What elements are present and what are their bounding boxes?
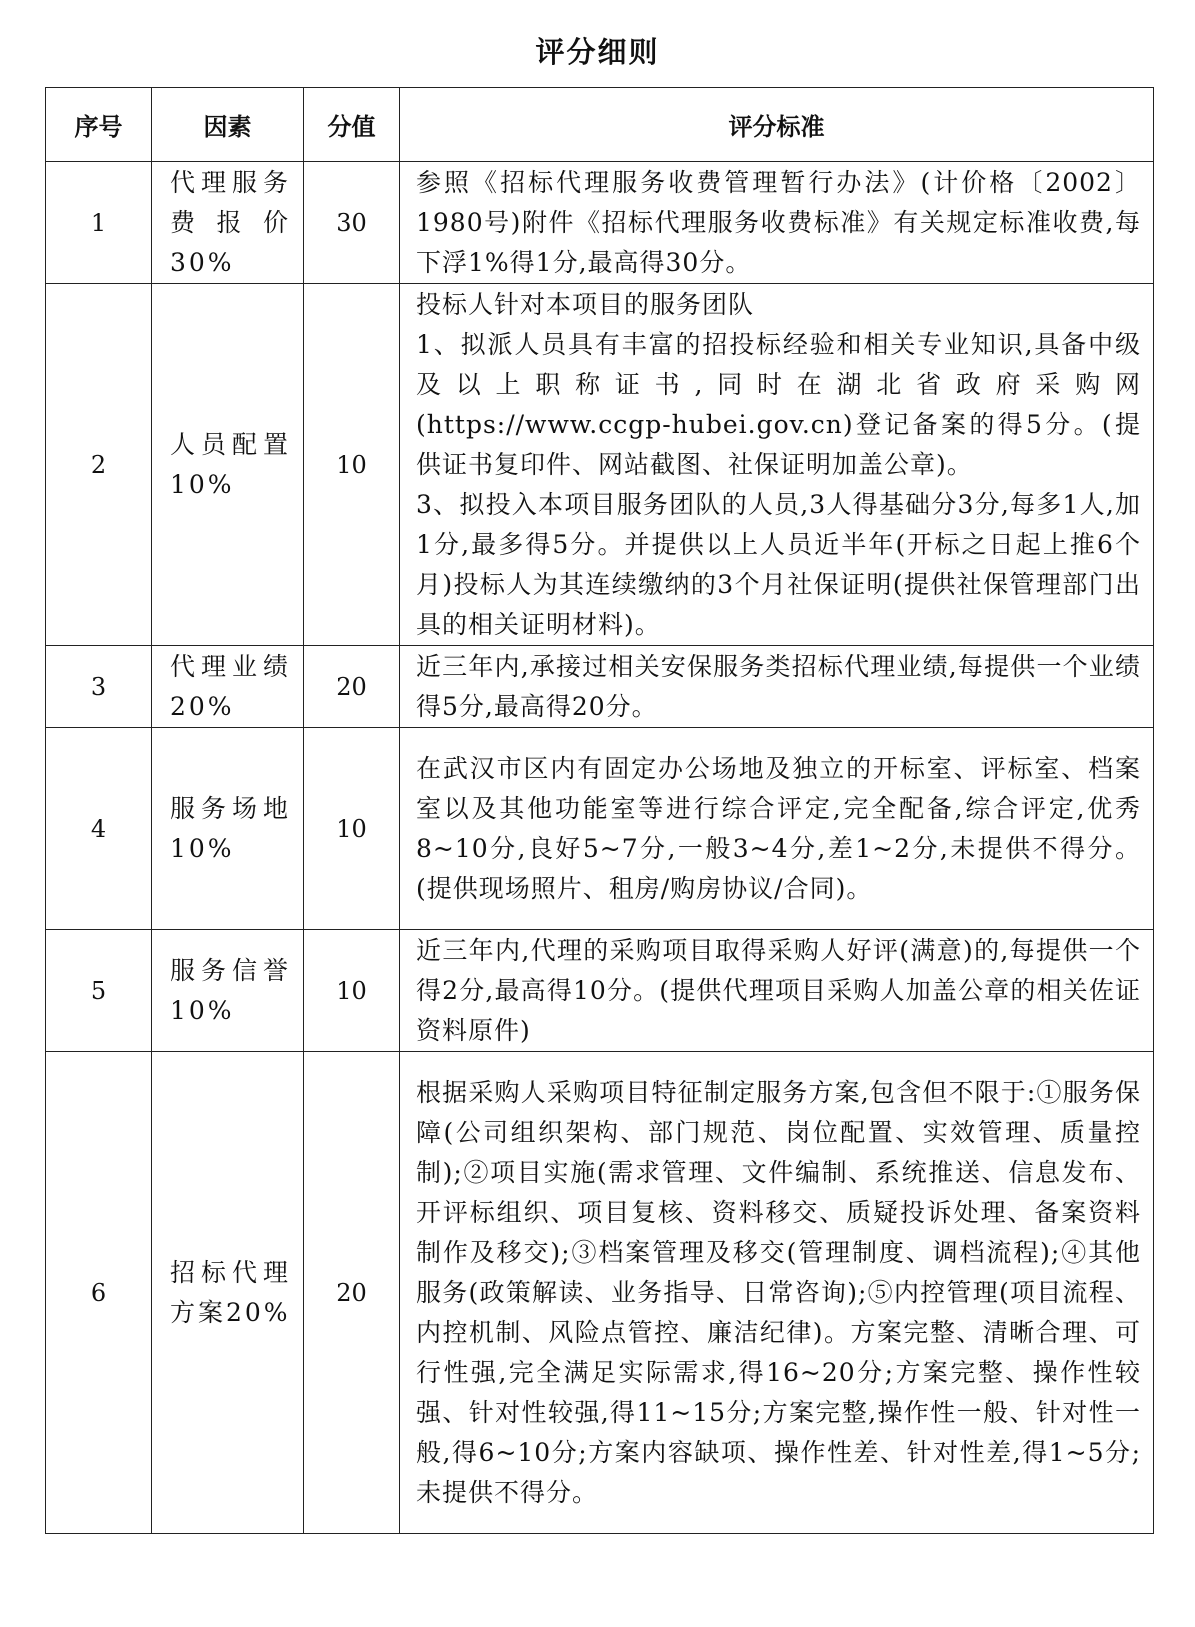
row-index: 6 <box>46 1052 152 1534</box>
header-factor: 因素 <box>152 88 304 162</box>
row-criteria <box>400 284 1154 646</box>
row-factor: 代理服务费报价30% <box>152 162 304 284</box>
table-row <box>46 1052 1154 1534</box>
row-index: 3 <box>46 646 152 728</box>
criteria-paragraph: 3、拟投入本项目服务团队的人员,3人得基础分3分,每多1人,加1分,最多得5分。并提供以上人员近半年(开标之日起上推6个月)投标人为其连续缴纳的3个月社保证明(提供社保管理部门出具的相关证明材料)。 <box>416 489 1141 639</box>
table-row <box>46 930 1154 1052</box>
table-row <box>46 728 1154 930</box>
row-factor: 服务场地10% <box>152 728 304 930</box>
criteria-paragraph: 近三年内,承接过相关安保服务类招标代理业绩,每提供一个业绩得5分,最高得20分。 <box>416 651 1141 721</box>
table-header-row <box>46 88 1154 162</box>
row-factor: 招标代理方案20% <box>152 1052 304 1534</box>
row-criteria <box>400 162 1154 284</box>
criteria-paragraph: 投标人针对本项目的服务团队 <box>416 289 755 319</box>
row-criteria <box>400 1052 1154 1534</box>
table-row <box>46 284 1154 646</box>
row-factor: 服务信誉10% <box>152 930 304 1052</box>
row-score: 10 <box>304 728 400 930</box>
header-index: 序号 <box>46 88 152 162</box>
row-score: 20 <box>304 1052 400 1534</box>
row-score: 10 <box>304 930 400 1052</box>
row-index: 4 <box>46 728 152 930</box>
criteria-paragraph: 近三年内,代理的采购项目取得采购人好评(满意)的,每提供一个得2分,最高得10分。(提供代理项目采购人加盖公章的相关佐证资料原件) <box>416 935 1141 1045</box>
table-row <box>46 646 1154 728</box>
row-score: 10 <box>304 284 400 646</box>
criteria-paragraph: 根据采购人采购项目特征制定服务方案,包含但不限于:①服务保障(公司组织架构、部门规范、岗位配置、实效管理、质量控制);②项目实施(需求管理、文件编制、系统推送、信息发布、开评标组织、项目复核、资料移交、质疑投诉处理、备案资料制作及移交);③档案管理及移交(管理制度、调档流程);④其他服务(政策解读、业务指导、日常咨询);⑤内控管理(项目流程、内控机制、风险点管控、廉洁纪律)。方案完整、清晰合理、可行性强,完全满足实际需求,得16~20分;方案完整、操作性较强、针对性较强,得11~15分;方案完整,操作性一般、针对性一般,得6~10分;方案内容缺项、操作性差、针对性差,得1~5分;未提供不得分。 <box>416 1077 1141 1507</box>
row-index: 2 <box>46 284 152 646</box>
criteria-paragraph: 在武汉市区内有固定办公场地及独立的开标室、评标室、档案室以及其他功能室等进行综合评定,完全配备,综合评定,优秀8~10分,良好5~7分,一般3~4分,差1~2分,未提供不得分。(提供现场照片、租房/购房协议/合同)。 <box>416 753 1141 903</box>
page-title: 评分细则 <box>535 35 660 69</box>
header-criteria: 评分标准 <box>400 88 1154 162</box>
header-score: 分值 <box>304 88 400 162</box>
criteria-paragraph: 参照《招标代理服务收费管理暂行办法》(计价格〔2002〕1980号)附件《招标代理服务收费标准》有关规定标准收费,每下浮1%得1分,最高得30分。 <box>416 167 1141 277</box>
row-index: 1 <box>46 162 152 284</box>
row-score: 20 <box>304 646 400 728</box>
row-index: 5 <box>46 930 152 1052</box>
row-score: 30 <box>304 162 400 284</box>
row-factor: 人员配置10% <box>152 284 304 646</box>
row-criteria <box>400 646 1154 728</box>
row-factor: 代理业绩20% <box>152 646 304 728</box>
criteria-paragraph: 1、拟派人员具有丰富的招投标经验和相关专业知识,具备中级及以上职称证书,同时在湖北省政府采购网(https://www.ccgp-hubei.gov.cn)登记备案的得5分。(提供证书复印件、网站截图、社保证明加盖公章)。 <box>416 329 1141 479</box>
row-criteria <box>400 728 1154 930</box>
table-row <box>46 162 1154 284</box>
scoring-table <box>45 87 1154 1534</box>
row-criteria <box>400 930 1154 1052</box>
